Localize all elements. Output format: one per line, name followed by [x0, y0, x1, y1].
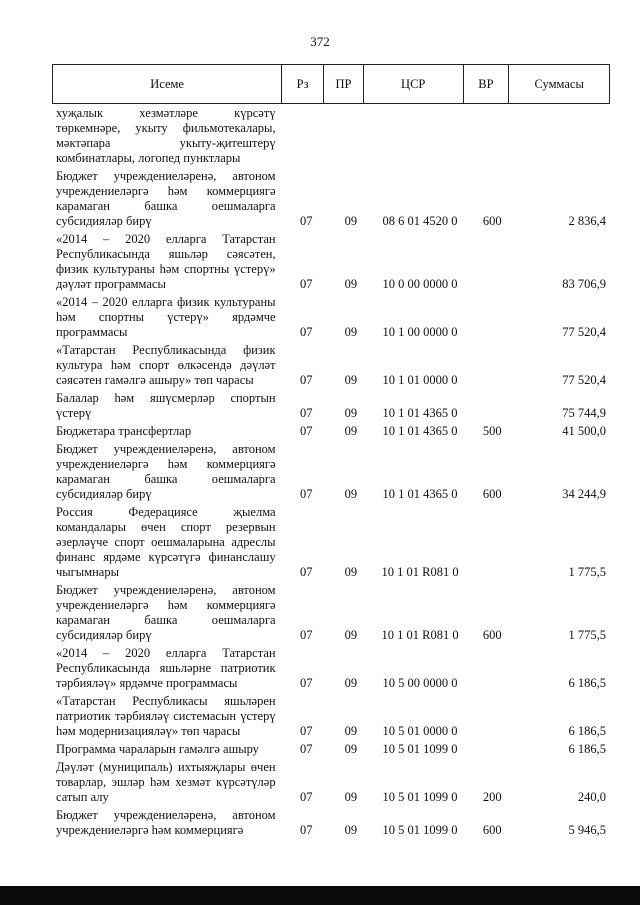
cell-pr: 09 [344, 724, 358, 738]
cell-sum: 5 946,5 [568, 823, 606, 837]
cell-sum: 6 186,5 [568, 724, 606, 738]
cell-pr: 09 [344, 325, 358, 339]
cell-vr: 500 [482, 424, 502, 438]
cell-name: Бюджет учреждениеләренә, автоном учреждениеләргә һәм коммерциягә [56, 808, 276, 837]
cell-rz: 07 [300, 790, 313, 804]
cell-pr: 09 [344, 487, 358, 501]
cell-name: «2014 – 2020 елларга физик культураны һәм спортны үстерү» ярдәмче программасы [56, 295, 276, 339]
cell-vr: 600 [482, 214, 502, 228]
cell-sum: 75 744,9 [562, 406, 606, 420]
table-row [56, 808, 606, 838]
cell-csr: 10 1 01 R081 0 [381, 565, 459, 579]
cell-name: Бюджетара трансфертлар [56, 424, 192, 438]
header-vr: ВР [464, 65, 510, 103]
cell-csr: 10 0 00 0000 0 [382, 277, 458, 291]
table-row [56, 169, 606, 229]
cell-csr: 10 5 01 1099 0 [382, 790, 458, 804]
cell-pr: 09 [344, 823, 358, 837]
table-row [56, 295, 606, 340]
cell-pr: 09 [344, 214, 358, 228]
table-row [56, 646, 606, 691]
header-name: Исеме [53, 65, 282, 103]
cell-csr: 10 5 01 1099 0 [382, 823, 458, 837]
cell-rz: 07 [300, 676, 313, 690]
cell-name: Программа чараларын гамәлгә ашыру [56, 742, 259, 756]
table-body [56, 106, 606, 841]
cell-name: «Татарстан Республикасында физик культура һәм спорт өлкәсендә дәүләт сәясәтен гамәлгә ашыру» төп чарасы [56, 343, 276, 387]
cell-pr: 09 [344, 373, 358, 387]
cell-sum: 6 186,5 [568, 676, 606, 690]
cell-vr: 600 [482, 628, 502, 642]
cell-rz: 07 [300, 724, 313, 738]
cell-csr: 08 6 01 4520 0 [382, 214, 458, 228]
header-rz: Рз [282, 65, 324, 103]
cell-csr: 10 5 01 0000 0 [382, 724, 458, 738]
page-number: 372 [310, 34, 330, 49]
cell-name: Бюджет учреждениеләренә, автоном учреждениеләргә һәм коммерциягә карамаган башка оешмаларга субсидияләр бирү [56, 169, 276, 228]
cell-csr: 10 5 01 1099 0 [382, 742, 458, 756]
cell-sum: 34 244,9 [562, 487, 606, 501]
cell-rz: 07 [300, 487, 313, 501]
cell-sum: 77 520,4 [562, 325, 606, 339]
table-row [56, 442, 606, 502]
table-row [56, 424, 606, 439]
table-row [56, 760, 606, 805]
cell-rz: 07 [300, 277, 313, 291]
cell-sum: 1 775,5 [568, 565, 606, 579]
table-row [56, 343, 606, 388]
cell-pr: 09 [344, 676, 358, 690]
cell-csr: 10 1 00 0000 0 [382, 325, 458, 339]
cell-sum: 2 836,4 [568, 214, 606, 228]
table-row [56, 232, 606, 292]
table-row [56, 694, 606, 739]
table-row [56, 742, 606, 757]
cell-name: хуҗалык хезмәтләре күрсәтү төркемнәре, укыту фильмотекалары, мәктәпара укыту-җитештерү комбинатлары, логопед пунктлары [56, 106, 276, 165]
cell-pr: 09 [344, 277, 358, 291]
table-row [56, 106, 606, 166]
cell-pr: 09 [344, 790, 358, 804]
cell-csr: 10 1 01 R081 0 [381, 628, 459, 642]
cell-sum: 1 775,5 [568, 628, 606, 642]
cell-name: «2014 – 2020 елларга Татарстан Республикасында яшьләр сәясәтен, физик культураны һәм спортны үстерү» дәүләт программасы [56, 232, 276, 291]
cell-csr: 10 1 01 4365 0 [382, 424, 458, 438]
header-sum: Суммасы [534, 76, 584, 91]
scan-edge [0, 886, 640, 905]
cell-csr: 10 1 01 4365 0 [382, 406, 458, 420]
header-pr: ПР [324, 65, 364, 103]
table-row [56, 505, 606, 580]
cell-rz: 07 [300, 325, 313, 339]
cell-pr: 09 [344, 565, 358, 579]
cell-csr: 10 1 01 4365 0 [382, 487, 458, 501]
cell-vr: 600 [482, 487, 502, 501]
header-csr: ЦСР [364, 65, 464, 103]
cell-pr: 09 [344, 742, 358, 756]
cell-rz: 07 [300, 214, 313, 228]
cell-rz: 07 [300, 406, 313, 420]
cell-name: Бюджет учреждениеләренә, автоном учреждениеләргә һәм коммерциягә карамаган башка оешмаларга субсидияләр бирү [56, 442, 276, 501]
cell-rz: 07 [300, 373, 313, 387]
cell-sum: 77 520,4 [562, 373, 606, 387]
cell-name: Дәүләт (муниципаль) ихтыяҗлары өчен товарлар, эшләр һәм хезмәт күрсәтүләр сатып алу [56, 760, 276, 804]
cell-name: «Татарстан Республикасы яшьләрен патриотик тәрбияләү системасын үстерү һәм модернизацияләү» төп чарасы [56, 694, 276, 738]
cell-pr: 09 [344, 406, 358, 420]
cell-sum: 240,0 [577, 790, 606, 804]
table-row [56, 583, 606, 643]
cell-sum: 83 706,9 [562, 277, 606, 291]
cell-vr: 600 [482, 823, 502, 837]
cell-name: Россия Федерациясе җыелма командалары өчен спорт резервын әзерләүче спорт оешмаларына адреслы финанс ярдәме күрсәтүгә финанслашу чыгымнары [56, 505, 276, 579]
cell-csr: 10 5 00 0000 0 [382, 676, 458, 690]
cell-vr: 200 [482, 790, 502, 804]
cell-csr: 10 1 01 0000 0 [382, 373, 458, 387]
table-row [56, 391, 606, 421]
table-header [52, 64, 610, 104]
cell-name: «2014 – 2020 елларга Татарстан Республикасында яшьләрне патриотик тәрбияләү» ярдәмче программасы [56, 646, 276, 690]
cell-rz: 07 [300, 628, 313, 642]
cell-pr: 09 [344, 424, 358, 438]
cell-pr: 09 [344, 628, 358, 642]
cell-rz: 07 [300, 823, 313, 837]
cell-sum: 6 186,5 [568, 742, 606, 756]
cell-name: Балалар һәм яшүсмерләр спортын үстерү [56, 391, 276, 420]
cell-rz: 07 [300, 424, 313, 438]
cell-name: Бюджет учреждениеләренә, автоном учреждениеләргә һәм коммерциягә карамаган башка оешмаларга субсидияләр бирү [56, 583, 276, 642]
cell-rz: 07 [300, 742, 313, 756]
cell-sum: 41 500,0 [562, 424, 606, 438]
cell-rz: 07 [300, 565, 313, 579]
